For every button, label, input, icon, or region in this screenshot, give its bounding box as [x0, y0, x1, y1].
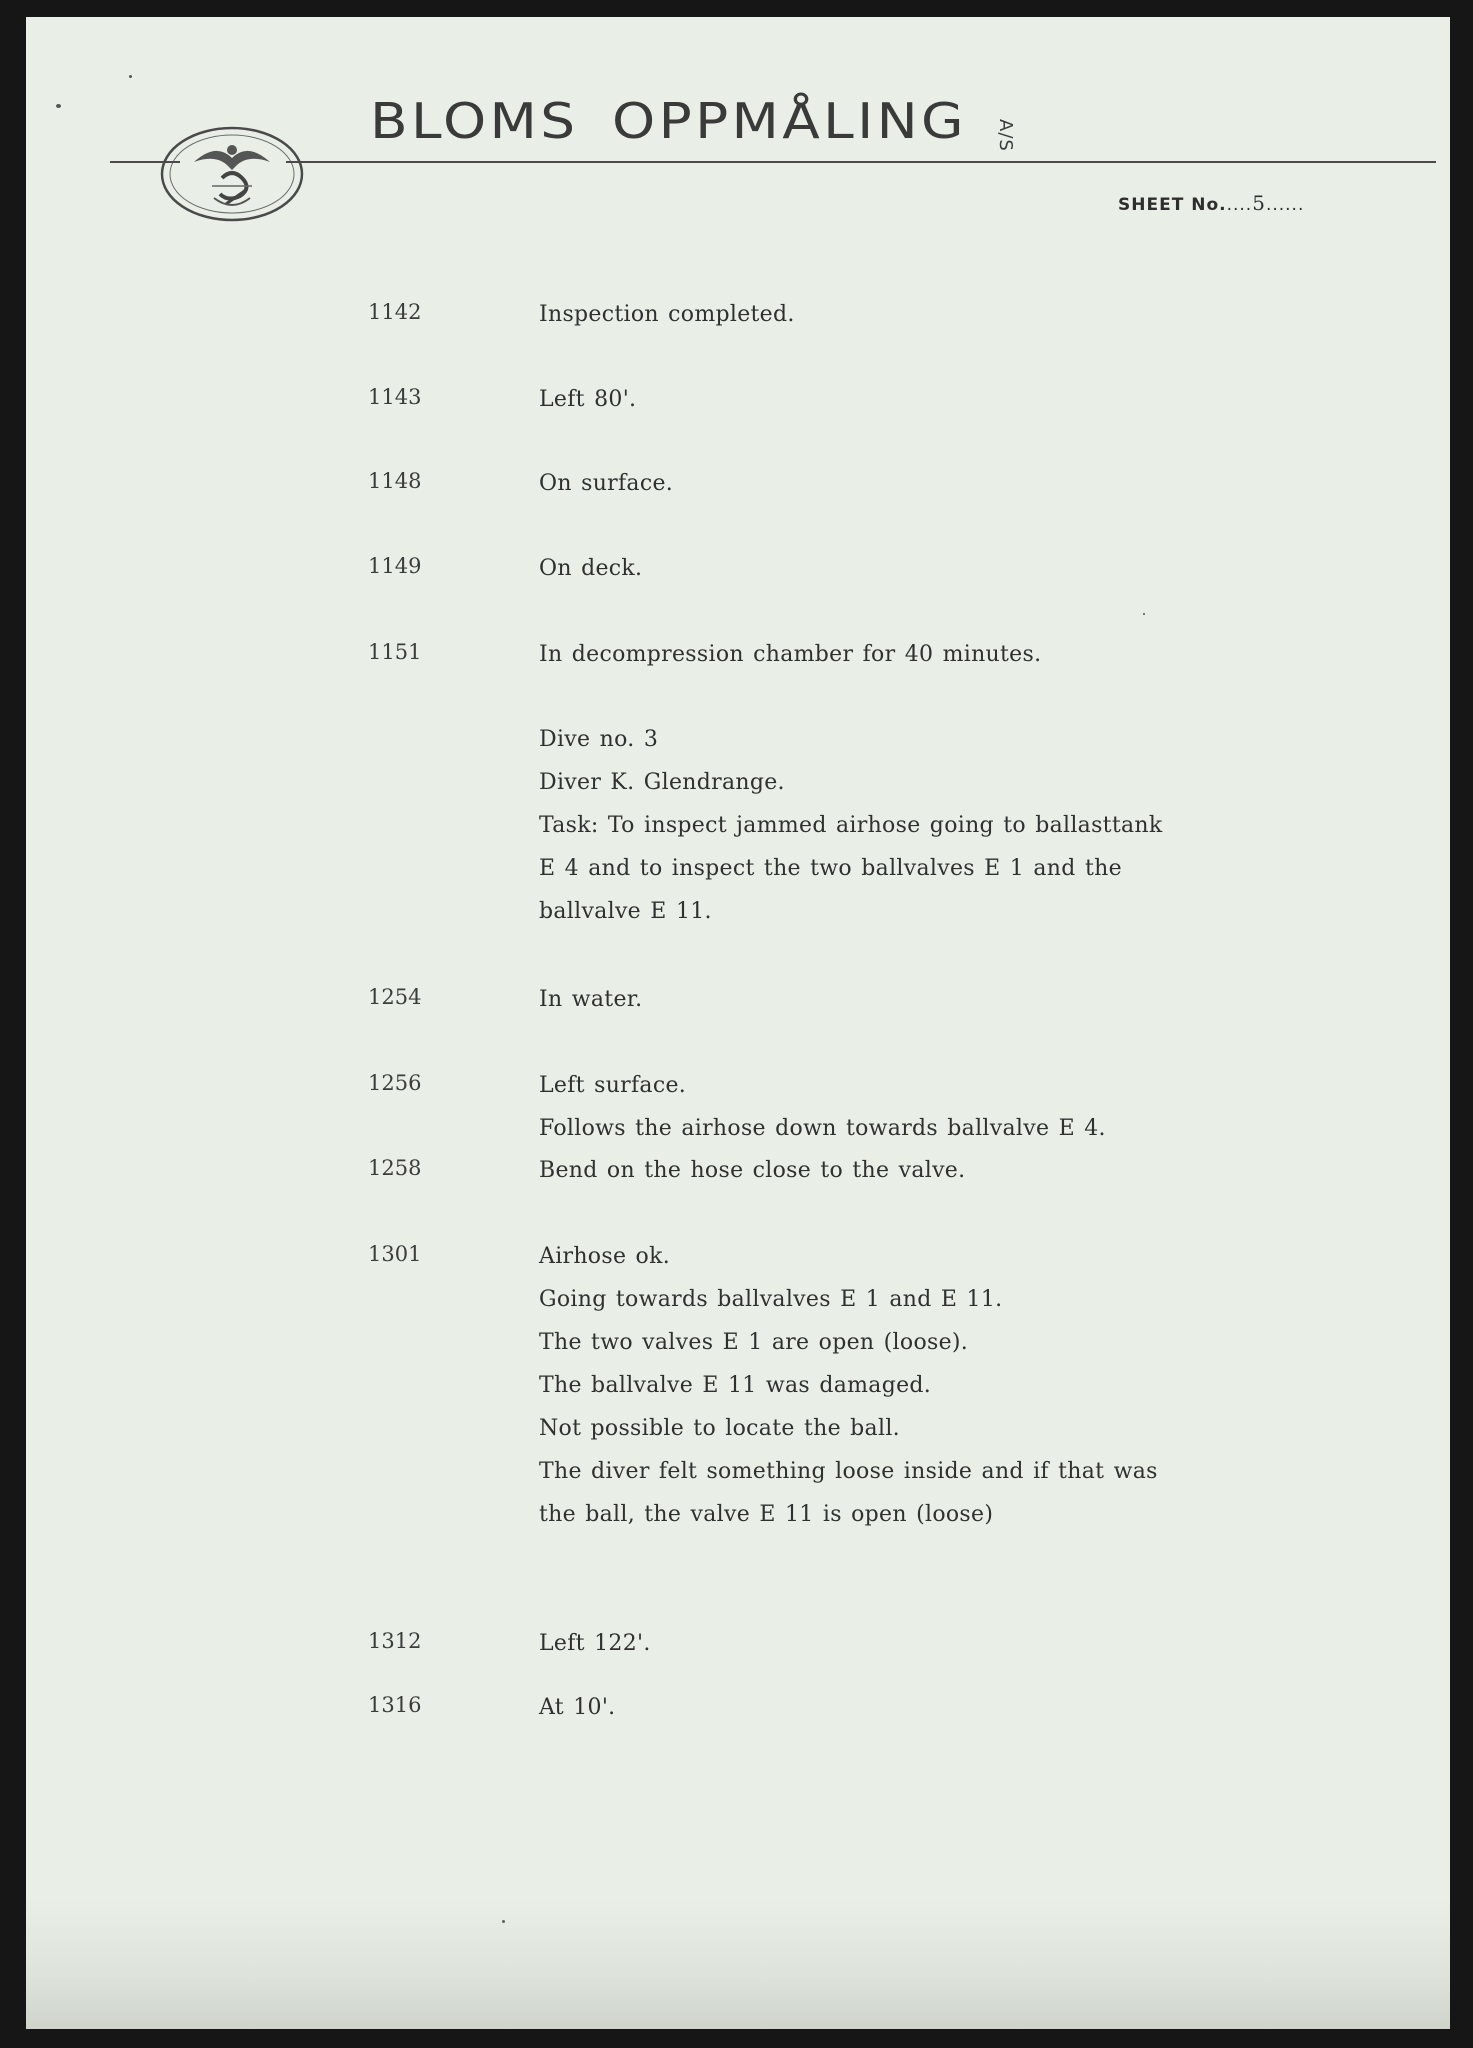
sheet-number-trailer: ...... [1265, 195, 1305, 215]
log-entry-time: 1312 [368, 1629, 422, 1653]
company-name-part1: BLOMS [370, 93, 579, 150]
log-entry-line: Not possible to locate the ball. [539, 1416, 900, 1441]
sheet-number-field [1118, 191, 1304, 215]
log-entry-text [539, 1693, 615, 1736]
log-entry-time: 1149 [368, 554, 422, 578]
log-entry-line: Bend on the hose close to the valve. [539, 1158, 966, 1183]
log-entry-line: Left surface. [539, 1073, 687, 1098]
log-entry-text [539, 1242, 1158, 1543]
log-entry-time: 1258 [368, 1156, 422, 1180]
log-entry-time: 1148 [368, 469, 422, 493]
log-entry-line: E 4 and to inspect the two ballvalves E 1 and the [539, 856, 1122, 881]
log-entry-text [539, 300, 795, 343]
company-name [370, 93, 967, 150]
log-entry-text [539, 385, 636, 428]
log-entry-line: Diver K. Glendrange. [539, 770, 785, 795]
company-suffix: A/S [995, 119, 1016, 152]
document-page [26, 17, 1450, 2029]
log-entry-line: In decompression chamber for 40 minutes. [539, 642, 1042, 667]
log-entry-text [539, 469, 673, 512]
log-entry-line: In water. [539, 987, 643, 1012]
log-entry-line: The diver felt something loose inside and if that was [539, 1459, 1158, 1484]
log-entry-text [539, 1071, 1106, 1157]
log-entry-line: The ballvalve E 11 was damaged. [539, 1373, 932, 1398]
sheet-number-value: 5 [1252, 191, 1266, 215]
log-entry-text [539, 1629, 651, 1672]
log-entry-line: ballvalve E 11. [539, 899, 712, 924]
log-entry-time: 1301 [368, 1242, 422, 1266]
log-entry-line: Left 80'. [539, 387, 637, 412]
log-entry-line: Left 122'. [539, 1631, 651, 1656]
header-rule-right [286, 161, 1436, 163]
log-entry-line: Dive no. 3 [539, 727, 659, 752]
company-name-part2: OPPMÅLING [612, 93, 967, 150]
log-entry-time: 1254 [368, 985, 422, 1009]
log-entry-line: Follows the airhose down towards ballvalve E 4. [539, 1116, 1106, 1141]
log-entry-line: The two valves E 1 are open (loose). [539, 1330, 969, 1355]
log-entry-line: the ball, the valve E 11 is open (loose) [539, 1502, 994, 1527]
log-entry-line: At 10'. [539, 1695, 616, 1720]
log-entry-line: Airhose ok. [539, 1244, 671, 1269]
log-entry-time: 1151 [368, 640, 422, 664]
log-entry-text [539, 640, 1041, 683]
log-entry-line: Inspection completed. [539, 302, 795, 327]
log-entry-text [539, 985, 642, 1028]
log-entry-line: Going towards ballvalves E 1 and E 11. [539, 1287, 1003, 1312]
log-entry-line: On surface. [539, 471, 674, 496]
log-entry-time: 1256 [368, 1071, 422, 1095]
log-entry-text [539, 725, 1162, 940]
log-entry-time: 1142 [368, 300, 422, 324]
header-rule-left [110, 161, 180, 163]
sheet-number-label: SHEET No. [1118, 195, 1227, 215]
company-logo-emblem [156, 120, 308, 228]
log-entry-time: 1316 [368, 1693, 422, 1717]
log-entry-time: 1143 [368, 385, 422, 409]
log-entry-text [539, 554, 642, 597]
sheet-number-leader: .... [1226, 195, 1253, 215]
log-entry-line: On deck. [539, 556, 643, 581]
log-entry-line: Task: To inspect jammed airhose going to ballasttank [539, 813, 1163, 838]
log-entry-text [539, 1156, 965, 1199]
